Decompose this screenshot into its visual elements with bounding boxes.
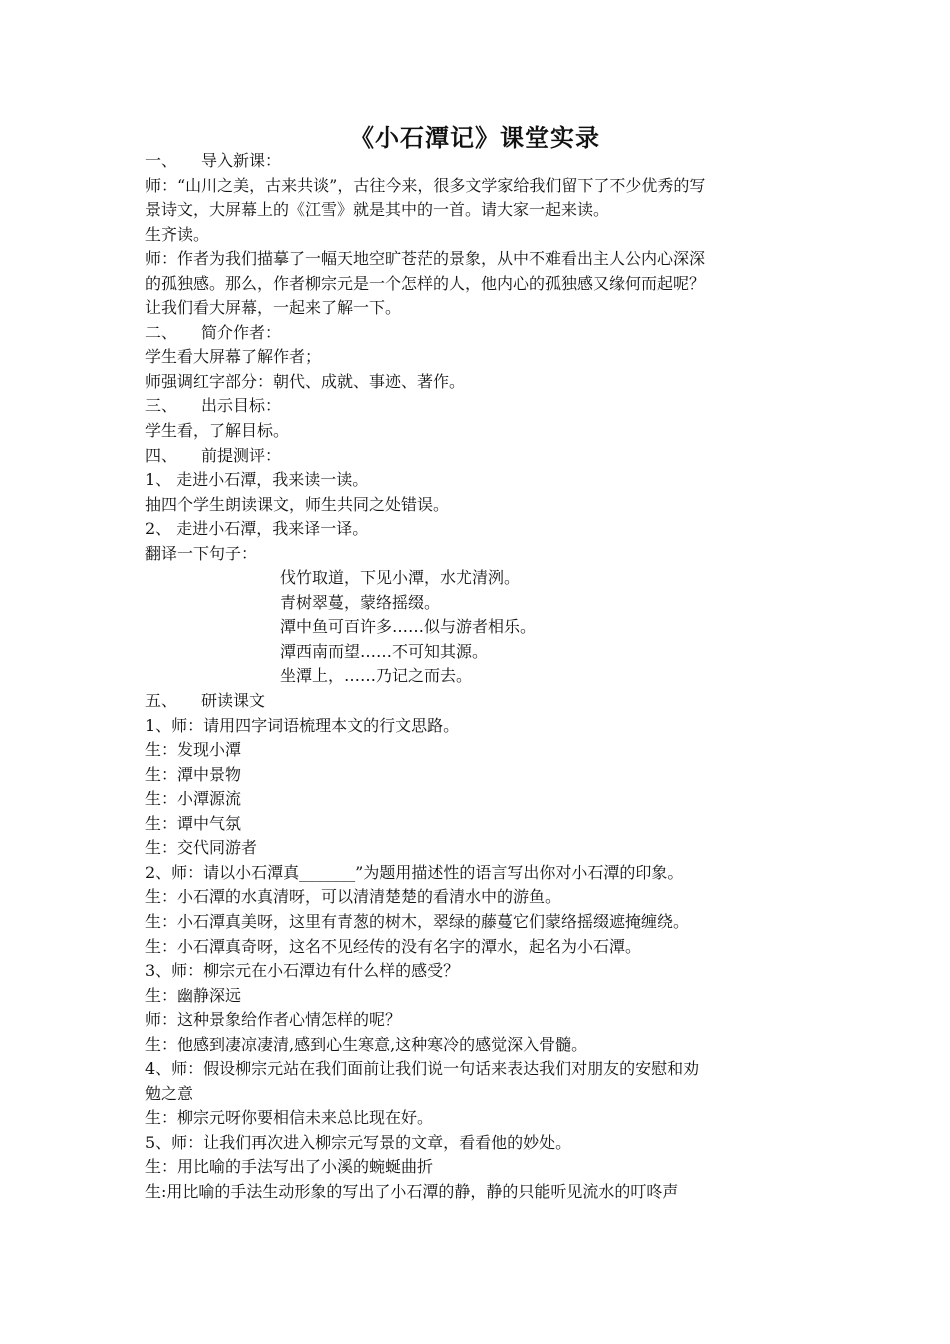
text-line: 生：幽静深远 — [145, 985, 242, 1005]
translation-sentence: 潭西南而望……不可知其源。 — [280, 641, 489, 661]
section-heading — [145, 689, 815, 714]
text-line: 抽四个学生朗读课文，师生共同之处错误。 — [145, 494, 450, 514]
text-line: 师：作者为我们描摹了一幅天地空旷苍茫的景象，从中不难看出主人公内心深深 — [145, 249, 706, 269]
section-number: 二、 — [145, 322, 178, 342]
section-heading — [145, 149, 815, 174]
text-line: 1、师：请用四字词语梳理本文的行文思路。 — [145, 715, 460, 735]
section-heading — [145, 444, 815, 469]
text-line: 生：交代同游者 — [145, 838, 258, 858]
text-line: 3、师：柳宗元在小石潭边有什么样的感受？ — [145, 961, 460, 981]
translation-sentence: 坐潭上，……乃记之而去。 — [280, 666, 473, 686]
text-line: 生：谭中气氛 — [145, 813, 242, 833]
text-line: 生：潭中景物 — [145, 764, 242, 784]
section-heading — [145, 394, 815, 419]
section-heading — [145, 321, 815, 346]
section-heading-text: 研读课文 — [201, 691, 266, 711]
text-line: 师强调红字部分：朝代、成就、事迹、著作。 — [145, 371, 466, 391]
section-heading-text: 前提测评： — [201, 445, 282, 465]
text-line: 让我们看大屏幕，一起来了解一下。 — [145, 298, 402, 318]
section-number: 四、 — [145, 445, 178, 465]
text-line: 的孤独感。那么，作者柳宗元是一个怎样的人，他内心的孤独感又缘何而起呢？ — [145, 273, 706, 293]
text-line: 4、师：假设柳宗元站在我们面前让我们说一句话来表达我们对朋友的安慰和劝 — [145, 1059, 700, 1079]
section-number: 五、 — [145, 691, 178, 711]
document-body — [145, 149, 815, 1205]
text-line: 勉之意 — [145, 1083, 194, 1103]
text-line: 生：小石潭真美呀，这里有青葱的树木，翠绿的藤蔓它们蒙络摇缀遮掩缠绕。 — [145, 911, 690, 931]
text-line: 2、师：请以小石潭真_______”为题用描述性的语言写出你对小石潭的印象。 — [145, 862, 684, 882]
text-line: 生：柳宗元呀你要相信未来总比现在好。 — [145, 1108, 434, 1128]
text-line: 学生看大屏幕了解作者； — [145, 347, 322, 367]
text-line: 师：这种景象给作者心情怎样的呢？ — [145, 1010, 402, 1030]
text-line: 生：发现小潭 — [145, 740, 242, 760]
text-line: 2、 走进小石潭，我来译一译。 — [145, 519, 369, 539]
text-line: 生：小石潭真奇呀，这名不见经传的没有名字的潭水，起名为小石潭。 — [145, 936, 642, 956]
text-line: 学生看，了解目标。 — [145, 421, 290, 441]
text-line: 翻译一下句子： — [145, 543, 258, 563]
translation-sentence: 青树翠蔓，蒙络摇缀。 — [280, 592, 441, 612]
text-line: 师：“山川之美，古来共谈”，古往今来，很多文学家给我们留下了不少优秀的写 — [145, 175, 706, 195]
section-number: 一、 — [145, 151, 178, 170]
translation-sentence: 潭中鱼可百许多……似与游者相乐。 — [280, 617, 537, 637]
text-line: 生齐读。 — [145, 224, 210, 244]
text-line: 景诗文，大屏幕上的《江雪》就是其中的一首。请大家一起来读。 — [145, 200, 610, 220]
section-heading-text: 导入新课： — [201, 151, 282, 170]
section-heading-text: 简介作者： — [201, 322, 282, 342]
section-heading-text: 出示目标： — [201, 396, 282, 416]
text-line: 5、师：让我们再次进入柳宗元写景的文章，看看他的妙处。 — [145, 1132, 572, 1152]
text-line: 生：小石潭的水真清呀，可以清清楚楚的看清水中的游鱼。 — [145, 887, 562, 907]
text-line: 生:用比喻的手法生动形象的写出了小石潭的静，静的只能听见流水的叮咚声 — [145, 1181, 679, 1201]
section-number: 三、 — [145, 396, 178, 416]
text-line: 1、 走进小石潭，我来读一读。 — [145, 470, 369, 490]
document-title: 《小石潭记》课堂实录 — [350, 124, 600, 152]
text-line: 生：小潭源流 — [145, 789, 242, 809]
translation-sentence: 伐竹取道，下见小潭，水尤清洌。 — [280, 568, 521, 588]
text-line: 生：用比喻的手法写出了小溪的蜿蜒曲折 — [145, 1157, 434, 1177]
text-line: 生：他感到凄凉凄清,感到心生寒意,这种寒冷的感觉深入骨髓。 — [145, 1034, 588, 1054]
